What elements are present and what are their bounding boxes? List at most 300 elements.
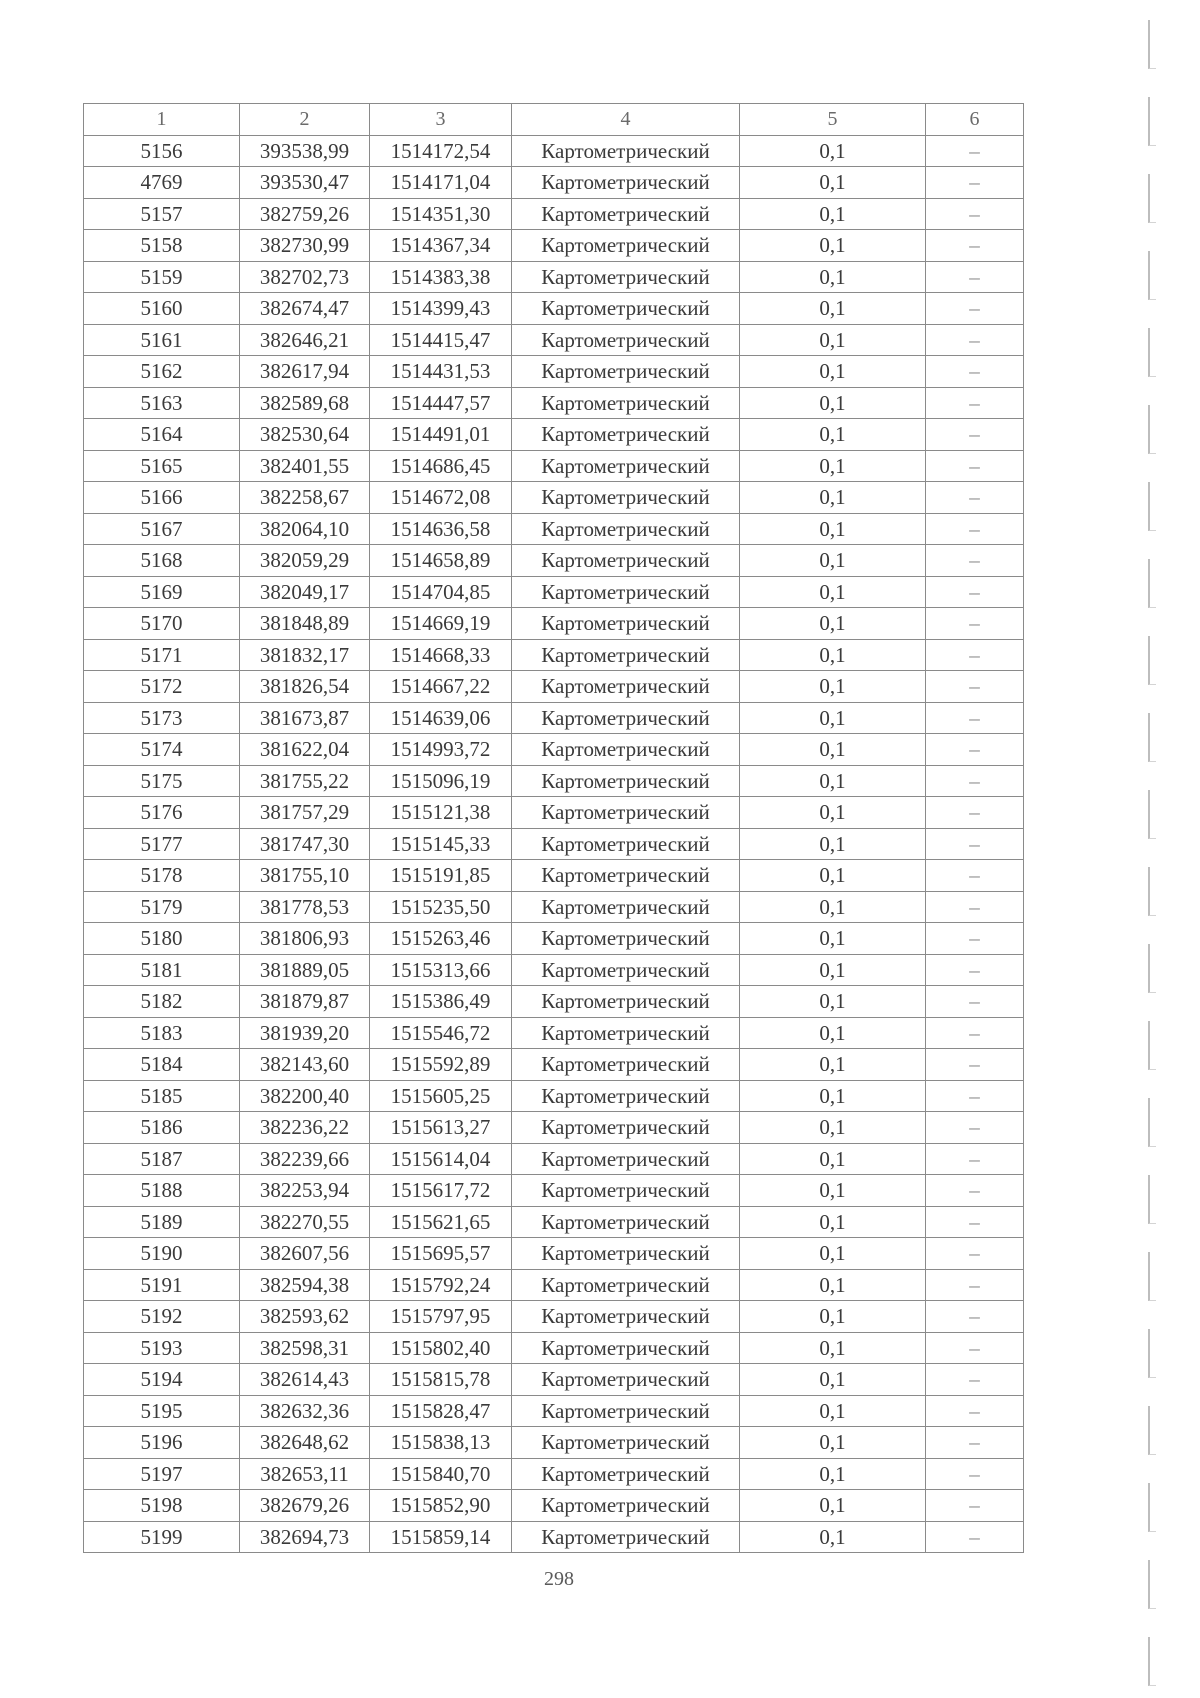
table-row	[84, 1364, 1024, 1396]
method-cell: Картометрический	[512, 576, 740, 608]
y-coordinate-cell: 1515840,70	[370, 1458, 512, 1490]
x-coordinate-cell: 382253,94	[240, 1175, 370, 1207]
table-header-row	[84, 104, 1024, 136]
binding-mark	[1148, 636, 1156, 685]
binding-mark	[1148, 1560, 1156, 1609]
x-coordinate-cell: 382200,40	[240, 1080, 370, 1112]
column-header-1: 1	[84, 104, 240, 136]
y-coordinate-cell: 1515313,66	[370, 954, 512, 986]
y-coordinate-cell: 1514668,33	[370, 639, 512, 671]
point-number-cell: 5189	[84, 1206, 240, 1238]
accuracy-cell: 0,1	[740, 608, 926, 640]
y-coordinate-cell: 1515838,13	[370, 1427, 512, 1459]
method-cell: Картометрический	[512, 1017, 740, 1049]
table-row	[84, 261, 1024, 293]
note-cell: –	[926, 1490, 1024, 1522]
note-cell: –	[926, 482, 1024, 514]
note-cell: –	[926, 135, 1024, 167]
point-number-cell: 5185	[84, 1080, 240, 1112]
y-coordinate-cell: 1514672,08	[370, 482, 512, 514]
note-cell: –	[926, 1269, 1024, 1301]
method-cell: Картометрический	[512, 545, 740, 577]
note-cell: –	[926, 1080, 1024, 1112]
table-row	[84, 828, 1024, 860]
table-row	[84, 1395, 1024, 1427]
y-coordinate-cell: 1515695,57	[370, 1238, 512, 1270]
accuracy-cell: 0,1	[740, 1427, 926, 1459]
table-row	[84, 450, 1024, 482]
x-coordinate-cell: 381778,53	[240, 891, 370, 923]
y-coordinate-cell: 1514351,30	[370, 198, 512, 230]
table-row	[84, 356, 1024, 388]
y-coordinate-cell: 1515617,72	[370, 1175, 512, 1207]
table-row	[84, 1017, 1024, 1049]
table-row	[84, 1112, 1024, 1144]
x-coordinate-cell: 382594,38	[240, 1269, 370, 1301]
table-row	[84, 1269, 1024, 1301]
point-number-cell: 5184	[84, 1049, 240, 1081]
accuracy-cell: 0,1	[740, 797, 926, 829]
y-coordinate-cell: 1515828,47	[370, 1395, 512, 1427]
column-header-3: 3	[370, 104, 512, 136]
x-coordinate-cell: 381889,05	[240, 954, 370, 986]
table-row	[84, 482, 1024, 514]
method-cell: Картометрический	[512, 1143, 740, 1175]
method-cell: Картометрический	[512, 513, 740, 545]
y-coordinate-cell: 1515815,78	[370, 1364, 512, 1396]
table-row	[84, 923, 1024, 955]
y-coordinate-cell: 1515621,65	[370, 1206, 512, 1238]
x-coordinate-cell: 382646,21	[240, 324, 370, 356]
method-cell: Картометрический	[512, 450, 740, 482]
accuracy-cell: 0,1	[740, 1521, 926, 1553]
accuracy-cell: 0,1	[740, 1269, 926, 1301]
note-cell: –	[926, 545, 1024, 577]
table-row	[84, 1175, 1024, 1207]
x-coordinate-cell: 393538,99	[240, 135, 370, 167]
x-coordinate-cell: 382614,43	[240, 1364, 370, 1396]
table-row	[84, 1238, 1024, 1270]
binding-mark	[1148, 713, 1156, 762]
method-cell: Картометрический	[512, 167, 740, 199]
y-coordinate-cell: 1515605,25	[370, 1080, 512, 1112]
accuracy-cell: 0,1	[740, 702, 926, 734]
accuracy-cell: 0,1	[740, 860, 926, 892]
y-coordinate-cell: 1514491,01	[370, 419, 512, 451]
table-row	[84, 1049, 1024, 1081]
point-number-cell: 5172	[84, 671, 240, 703]
accuracy-cell: 0,1	[740, 545, 926, 577]
table-row	[84, 1332, 1024, 1364]
y-coordinate-cell: 1514172,54	[370, 135, 512, 167]
point-number-cell: 5191	[84, 1269, 240, 1301]
note-cell: –	[926, 1049, 1024, 1081]
table-row	[84, 293, 1024, 325]
x-coordinate-cell: 382759,26	[240, 198, 370, 230]
y-coordinate-cell: 1515121,38	[370, 797, 512, 829]
table-row	[84, 1301, 1024, 1333]
method-cell: Картометрический	[512, 891, 740, 923]
table-body	[84, 135, 1024, 1553]
method-cell: Картометрический	[512, 1238, 740, 1270]
point-number-cell: 5193	[84, 1332, 240, 1364]
binding-mark	[1148, 1098, 1156, 1147]
accuracy-cell: 0,1	[740, 986, 926, 1018]
accuracy-cell: 0,1	[740, 324, 926, 356]
y-coordinate-cell: 1514686,45	[370, 450, 512, 482]
x-coordinate-cell: 381673,87	[240, 702, 370, 734]
note-cell: –	[926, 230, 1024, 262]
y-coordinate-cell: 1515096,19	[370, 765, 512, 797]
table-row	[84, 797, 1024, 829]
accuracy-cell: 0,1	[740, 1332, 926, 1364]
method-cell: Картометрический	[512, 986, 740, 1018]
x-coordinate-cell: 393530,47	[240, 167, 370, 199]
table-row	[84, 198, 1024, 230]
method-cell: Картометрический	[512, 1395, 740, 1427]
point-number-cell: 5186	[84, 1112, 240, 1144]
note-cell: –	[926, 1206, 1024, 1238]
accuracy-cell: 0,1	[740, 230, 926, 262]
note-cell: –	[926, 639, 1024, 671]
binding-mark	[1148, 328, 1156, 377]
accuracy-cell: 0,1	[740, 828, 926, 860]
column-header-4: 4	[512, 104, 740, 136]
y-coordinate-cell: 1514636,58	[370, 513, 512, 545]
accuracy-cell: 0,1	[740, 1143, 926, 1175]
x-coordinate-cell: 382059,29	[240, 545, 370, 577]
note-cell: –	[926, 1364, 1024, 1396]
binding-mark	[1148, 20, 1156, 69]
table-row	[84, 1490, 1024, 1522]
x-coordinate-cell: 381622,04	[240, 734, 370, 766]
binding-mark	[1148, 1329, 1156, 1378]
point-number-cell: 5158	[84, 230, 240, 262]
table-row	[84, 1080, 1024, 1112]
x-coordinate-cell: 382730,99	[240, 230, 370, 262]
y-coordinate-cell: 1514367,34	[370, 230, 512, 262]
x-coordinate-cell: 382617,94	[240, 356, 370, 388]
accuracy-cell: 0,1	[740, 1206, 926, 1238]
accuracy-cell: 0,1	[740, 135, 926, 167]
y-coordinate-cell: 1515191,85	[370, 860, 512, 892]
x-coordinate-cell: 382607,56	[240, 1238, 370, 1270]
x-coordinate-cell: 381832,17	[240, 639, 370, 671]
note-cell: –	[926, 1175, 1024, 1207]
point-number-cell: 5190	[84, 1238, 240, 1270]
method-cell: Картометрический	[512, 324, 740, 356]
point-number-cell: 5180	[84, 923, 240, 955]
binding-mark	[1148, 174, 1156, 223]
y-coordinate-cell: 1515145,33	[370, 828, 512, 860]
point-number-cell: 5160	[84, 293, 240, 325]
x-coordinate-cell: 381755,10	[240, 860, 370, 892]
accuracy-cell: 0,1	[740, 1080, 926, 1112]
note-cell: –	[926, 1458, 1024, 1490]
point-number-cell: 5187	[84, 1143, 240, 1175]
x-coordinate-cell: 382236,22	[240, 1112, 370, 1144]
y-coordinate-cell: 1515235,50	[370, 891, 512, 923]
y-coordinate-cell: 1515546,72	[370, 1017, 512, 1049]
y-coordinate-cell: 1515263,46	[370, 923, 512, 955]
method-cell: Картометрический	[512, 671, 740, 703]
point-number-cell: 5178	[84, 860, 240, 892]
note-cell: –	[926, 1112, 1024, 1144]
accuracy-cell: 0,1	[740, 1301, 926, 1333]
note-cell: –	[926, 1238, 1024, 1270]
x-coordinate-cell: 381747,30	[240, 828, 370, 860]
accuracy-cell: 0,1	[740, 1049, 926, 1081]
binding-edge	[1130, 0, 1200, 1698]
x-coordinate-cell: 381755,22	[240, 765, 370, 797]
point-number-cell: 5169	[84, 576, 240, 608]
note-cell: –	[926, 419, 1024, 451]
method-cell: Картометрический	[512, 765, 740, 797]
accuracy-cell: 0,1	[740, 450, 926, 482]
method-cell: Картометрический	[512, 261, 740, 293]
table-row	[84, 1143, 1024, 1175]
point-number-cell: 5170	[84, 608, 240, 640]
note-cell: –	[926, 1332, 1024, 1364]
note-cell: –	[926, 356, 1024, 388]
y-coordinate-cell: 1515792,24	[370, 1269, 512, 1301]
note-cell: –	[926, 860, 1024, 892]
binding-mark	[1148, 867, 1156, 916]
accuracy-cell: 0,1	[740, 293, 926, 325]
x-coordinate-cell: 382239,66	[240, 1143, 370, 1175]
x-coordinate-cell: 381806,93	[240, 923, 370, 955]
note-cell: –	[926, 1521, 1024, 1553]
note-cell: –	[926, 324, 1024, 356]
y-coordinate-cell: 1515852,90	[370, 1490, 512, 1522]
x-coordinate-cell: 382674,47	[240, 293, 370, 325]
point-number-cell: 5159	[84, 261, 240, 293]
binding-mark	[1148, 790, 1156, 839]
point-number-cell: 5195	[84, 1395, 240, 1427]
method-cell: Картометрический	[512, 1490, 740, 1522]
method-cell: Картометрический	[512, 1427, 740, 1459]
accuracy-cell: 0,1	[740, 954, 926, 986]
y-coordinate-cell: 1515797,95	[370, 1301, 512, 1333]
table-row	[84, 167, 1024, 199]
method-cell: Картометрический	[512, 1112, 740, 1144]
note-cell: –	[926, 1427, 1024, 1459]
method-cell: Картометрический	[512, 1049, 740, 1081]
y-coordinate-cell: 1514704,85	[370, 576, 512, 608]
binding-mark	[1148, 944, 1156, 993]
column-header-6: 6	[926, 104, 1024, 136]
point-number-cell: 4769	[84, 167, 240, 199]
point-number-cell: 5162	[84, 356, 240, 388]
point-number-cell: 5192	[84, 1301, 240, 1333]
x-coordinate-cell: 382694,73	[240, 1521, 370, 1553]
point-number-cell: 5161	[84, 324, 240, 356]
method-cell: Картометрический	[512, 1269, 740, 1301]
table-row	[84, 1521, 1024, 1553]
table-row	[84, 860, 1024, 892]
table-row	[84, 734, 1024, 766]
x-coordinate-cell: 382270,55	[240, 1206, 370, 1238]
y-coordinate-cell: 1515613,27	[370, 1112, 512, 1144]
point-number-cell: 5164	[84, 419, 240, 451]
table-row	[84, 1206, 1024, 1238]
method-cell: Картометрический	[512, 356, 740, 388]
note-cell: –	[926, 450, 1024, 482]
x-coordinate-cell: 381757,29	[240, 797, 370, 829]
accuracy-cell: 0,1	[740, 923, 926, 955]
binding-mark	[1148, 1406, 1156, 1455]
note-cell: –	[926, 986, 1024, 1018]
note-cell: –	[926, 387, 1024, 419]
y-coordinate-cell: 1514383,38	[370, 261, 512, 293]
x-coordinate-cell: 382653,11	[240, 1458, 370, 1490]
accuracy-cell: 0,1	[740, 734, 926, 766]
point-number-cell: 5183	[84, 1017, 240, 1049]
point-number-cell: 5194	[84, 1364, 240, 1396]
note-cell: –	[926, 765, 1024, 797]
note-cell: –	[926, 797, 1024, 829]
note-cell: –	[926, 1143, 1024, 1175]
note-cell: –	[926, 1017, 1024, 1049]
method-cell: Картометрический	[512, 230, 740, 262]
point-number-cell: 5166	[84, 482, 240, 514]
accuracy-cell: 0,1	[740, 765, 926, 797]
method-cell: Картометрический	[512, 1301, 740, 1333]
accuracy-cell: 0,1	[740, 356, 926, 388]
x-coordinate-cell: 382143,60	[240, 1049, 370, 1081]
note-cell: –	[926, 891, 1024, 923]
note-cell: –	[926, 954, 1024, 986]
method-cell: Картометрический	[512, 1458, 740, 1490]
x-coordinate-cell: 382598,31	[240, 1332, 370, 1364]
method-cell: Картометрический	[512, 1080, 740, 1112]
point-number-cell: 5188	[84, 1175, 240, 1207]
accuracy-cell: 0,1	[740, 419, 926, 451]
table-row	[84, 954, 1024, 986]
table-row	[84, 545, 1024, 577]
y-coordinate-cell: 1515859,14	[370, 1521, 512, 1553]
accuracy-cell: 0,1	[740, 671, 926, 703]
accuracy-cell: 0,1	[740, 1364, 926, 1396]
x-coordinate-cell: 381826,54	[240, 671, 370, 703]
accuracy-cell: 0,1	[740, 513, 926, 545]
point-number-cell: 5182	[84, 986, 240, 1018]
accuracy-cell: 0,1	[740, 1458, 926, 1490]
table-row	[84, 891, 1024, 923]
page-number: 298	[544, 1568, 574, 1590]
point-number-cell: 5175	[84, 765, 240, 797]
binding-mark	[1148, 1021, 1156, 1070]
method-cell: Картометрический	[512, 1364, 740, 1396]
table-row	[84, 639, 1024, 671]
x-coordinate-cell: 382258,67	[240, 482, 370, 514]
x-coordinate-cell: 382401,55	[240, 450, 370, 482]
accuracy-cell: 0,1	[740, 1490, 926, 1522]
table-row	[84, 419, 1024, 451]
y-coordinate-cell: 1514669,19	[370, 608, 512, 640]
table-row	[84, 324, 1024, 356]
binding-mark	[1148, 1483, 1156, 1532]
method-cell: Картометрический	[512, 1521, 740, 1553]
note-cell: –	[926, 923, 1024, 955]
point-number-cell: 5157	[84, 198, 240, 230]
table-row	[84, 671, 1024, 703]
y-coordinate-cell: 1514667,22	[370, 671, 512, 703]
point-number-cell: 5163	[84, 387, 240, 419]
point-number-cell: 5168	[84, 545, 240, 577]
y-coordinate-cell: 1514993,72	[370, 734, 512, 766]
method-cell: Картометрический	[512, 1206, 740, 1238]
note-cell: –	[926, 513, 1024, 545]
method-cell: Картометрический	[512, 860, 740, 892]
method-cell: Картометрический	[512, 198, 740, 230]
accuracy-cell: 0,1	[740, 198, 926, 230]
binding-mark	[1148, 97, 1156, 146]
accuracy-cell: 0,1	[740, 1017, 926, 1049]
accuracy-cell: 0,1	[740, 639, 926, 671]
point-number-cell: 5156	[84, 135, 240, 167]
x-coordinate-cell: 382593,62	[240, 1301, 370, 1333]
point-number-cell: 5173	[84, 702, 240, 734]
binding-mark	[1148, 251, 1156, 300]
x-coordinate-cell: 381939,20	[240, 1017, 370, 1049]
point-number-cell: 5171	[84, 639, 240, 671]
y-coordinate-cell: 1514431,53	[370, 356, 512, 388]
binding-mark	[1148, 1175, 1156, 1224]
note-cell: –	[926, 608, 1024, 640]
accuracy-cell: 0,1	[740, 891, 926, 923]
method-cell: Картометрический	[512, 1175, 740, 1207]
y-coordinate-cell: 1515614,04	[370, 1143, 512, 1175]
x-coordinate-cell: 382530,64	[240, 419, 370, 451]
method-cell: Картометрический	[512, 482, 740, 514]
method-cell: Картометрический	[512, 639, 740, 671]
accuracy-cell: 0,1	[740, 1395, 926, 1427]
method-cell: Картометрический	[512, 734, 740, 766]
x-coordinate-cell: 381879,87	[240, 986, 370, 1018]
binding-mark	[1148, 559, 1156, 608]
note-cell: –	[926, 1301, 1024, 1333]
point-number-cell: 5197	[84, 1458, 240, 1490]
accuracy-cell: 0,1	[740, 482, 926, 514]
point-number-cell: 5165	[84, 450, 240, 482]
note-cell: –	[926, 261, 1024, 293]
method-cell: Картометрический	[512, 923, 740, 955]
accuracy-cell: 0,1	[740, 1238, 926, 1270]
table-row	[84, 986, 1024, 1018]
point-number-cell: 5198	[84, 1490, 240, 1522]
binding-mark	[1148, 1252, 1156, 1301]
point-number-cell: 5174	[84, 734, 240, 766]
note-cell: –	[926, 293, 1024, 325]
x-coordinate-cell: 381848,89	[240, 608, 370, 640]
point-number-cell: 5179	[84, 891, 240, 923]
note-cell: –	[926, 734, 1024, 766]
note-cell: –	[926, 576, 1024, 608]
table-row	[84, 765, 1024, 797]
y-coordinate-cell: 1514639,06	[370, 702, 512, 734]
method-cell: Картометрический	[512, 1332, 740, 1364]
y-coordinate-cell: 1514171,04	[370, 167, 512, 199]
x-coordinate-cell: 382589,68	[240, 387, 370, 419]
table-row	[84, 135, 1024, 167]
accuracy-cell: 0,1	[740, 576, 926, 608]
point-number-cell: 5177	[84, 828, 240, 860]
method-cell: Картометрический	[512, 797, 740, 829]
column-header-2: 2	[240, 104, 370, 136]
table-row	[84, 230, 1024, 262]
binding-mark	[1148, 405, 1156, 454]
